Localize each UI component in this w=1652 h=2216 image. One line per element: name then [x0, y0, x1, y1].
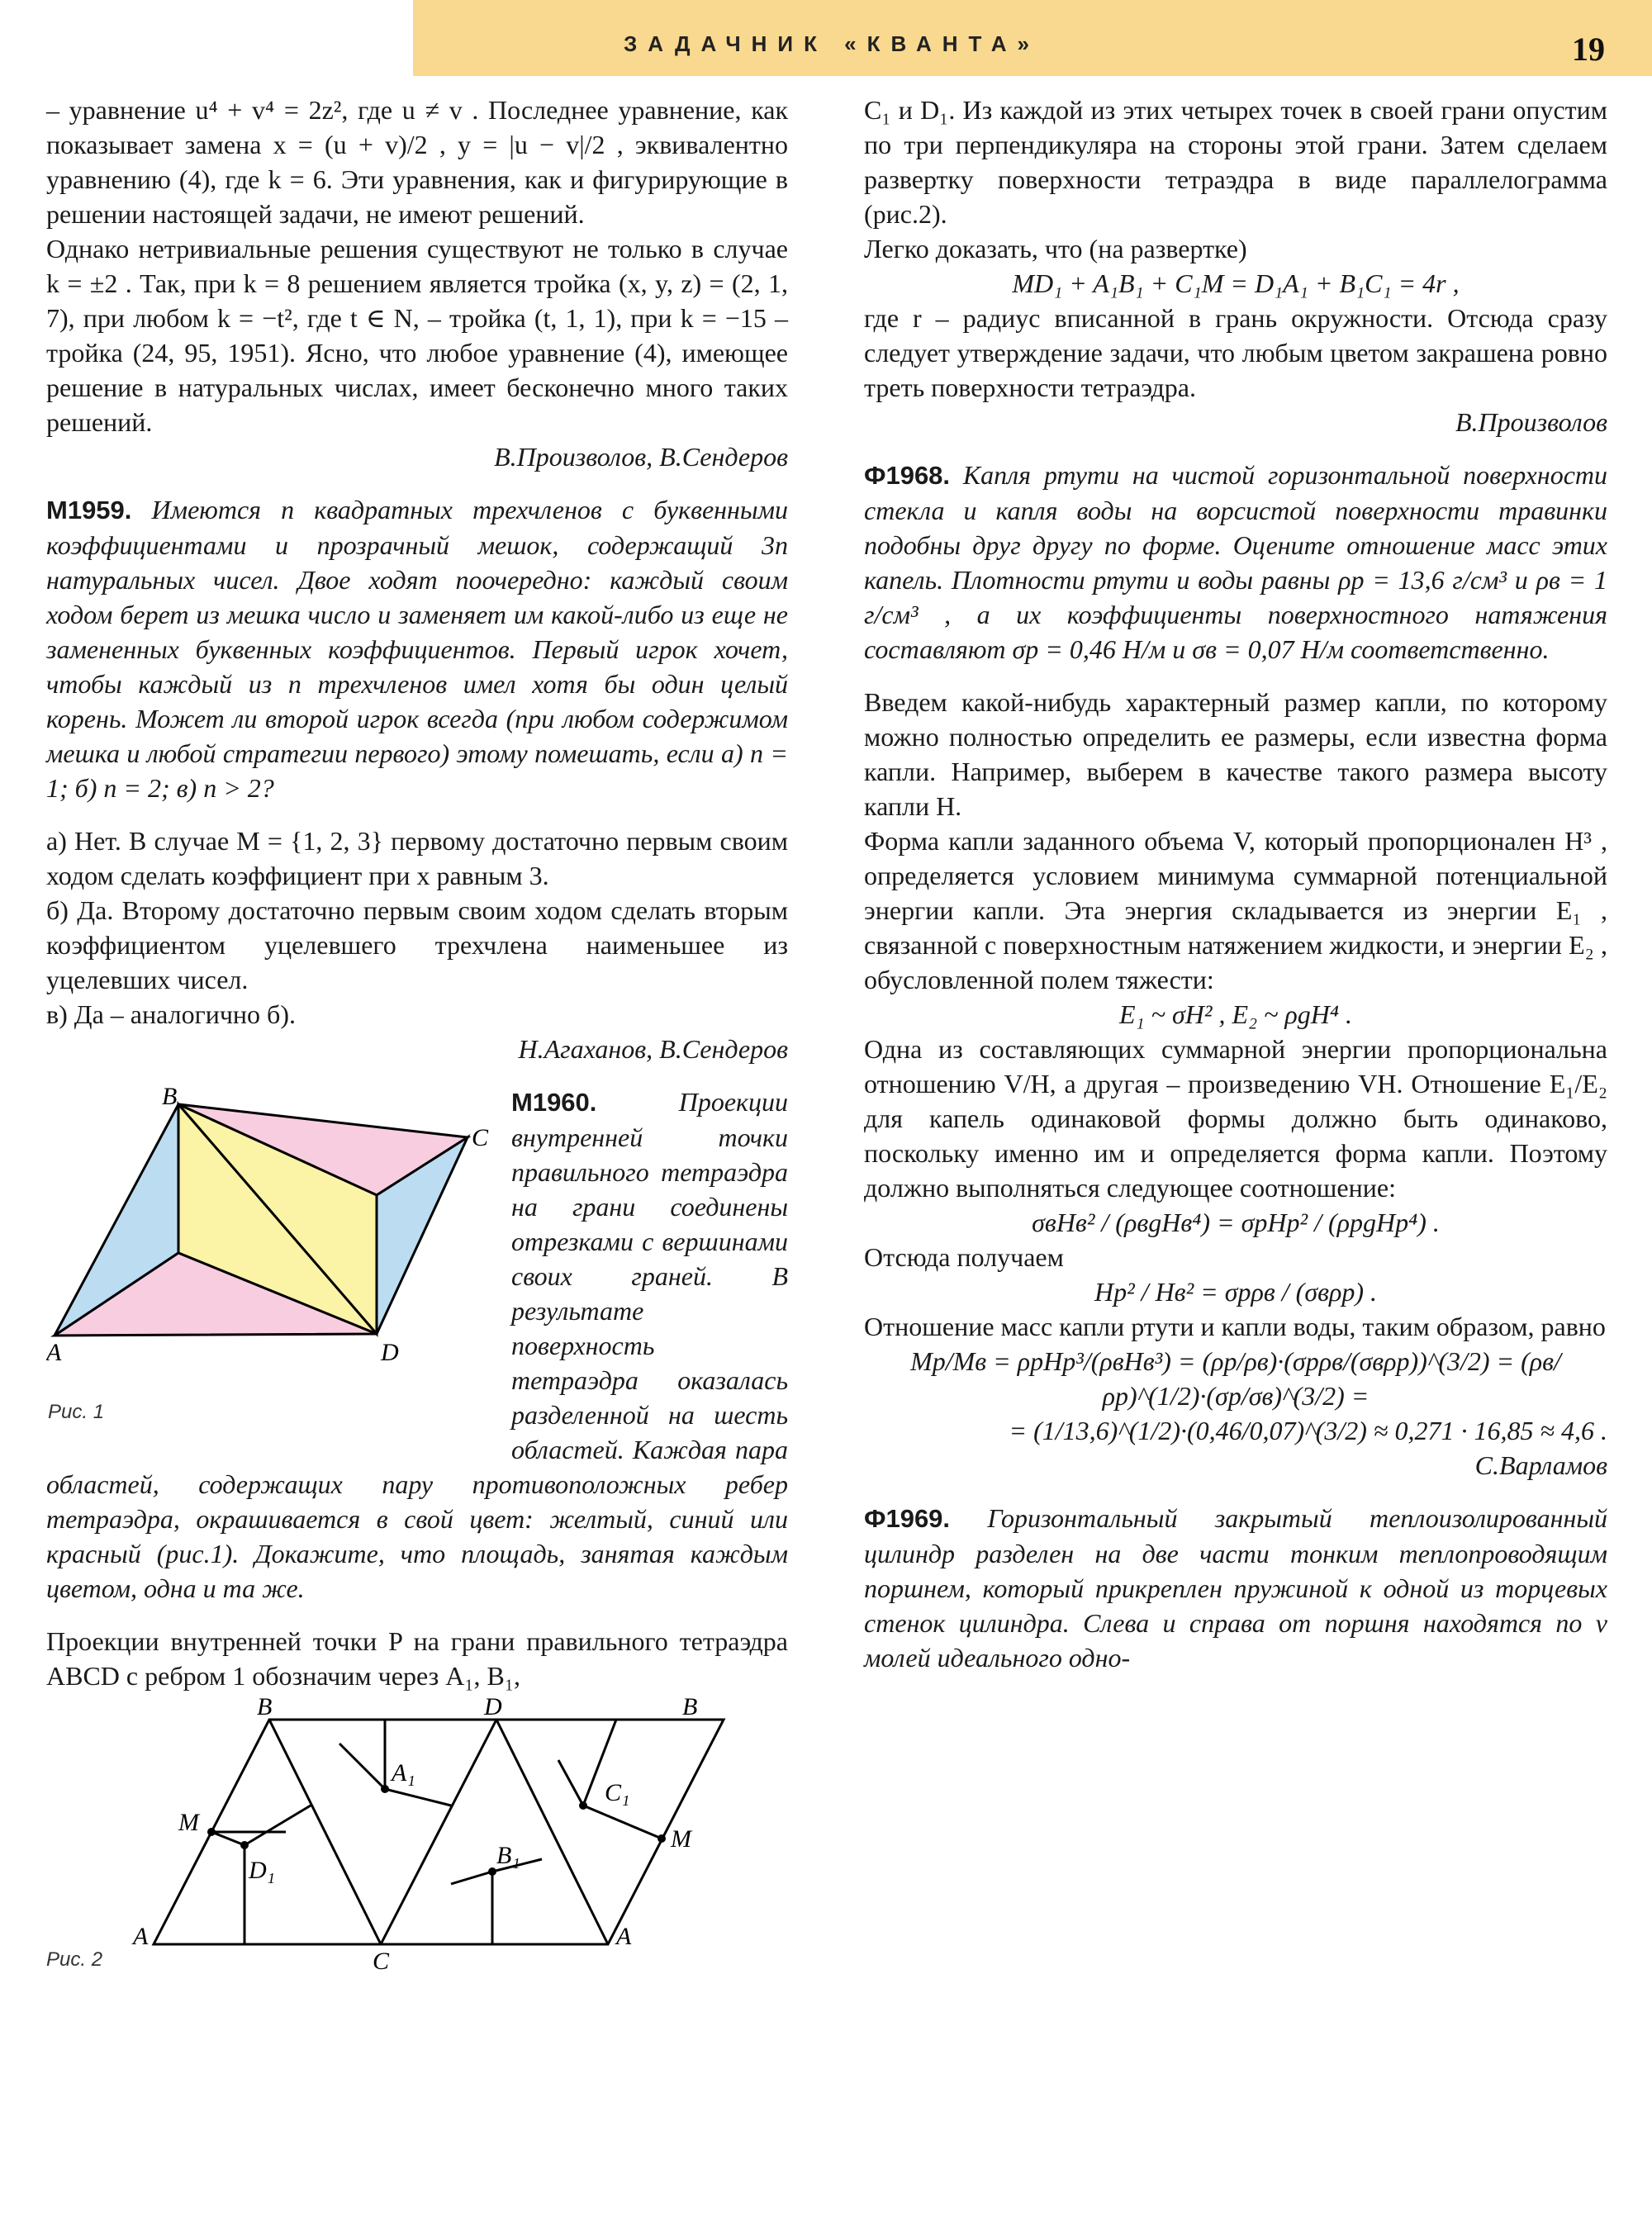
paragraph: – уравнение u⁴ + v⁴ = 2z², где u ≠ v . Последнее уравнение, как показывает замена x = (u + v)/2 , y = |u − v|/2 , эквивалентно уравнению (4), где k = 6. Эти уравнения, как и фигурирующие в решении настоящей задачи, не имеют решений.	[46, 95, 788, 229]
solution-part-c: в) Да – аналогично б).	[46, 999, 296, 1029]
net-label: C	[373, 1948, 390, 1971]
net-label: A	[616, 1923, 632, 1950]
problem-number: М1959.	[46, 496, 132, 524]
equation: Hр² / Hв² = σрρв / (σвρр) .	[1094, 1277, 1378, 1307]
point-d1	[240, 1841, 249, 1849]
author-signature: С.Варламов	[1474, 1450, 1607, 1480]
net-label: B	[257, 1698, 273, 1720]
equation: E₁ ~ σH² , E₂ ~ ρgH⁴ .	[1118, 999, 1353, 1029]
page-number: 19	[1572, 31, 1605, 68]
problem-m1960	[46, 1084, 788, 1606]
vertex-label-b: B	[162, 1088, 178, 1110]
net-label: A	[133, 1923, 149, 1950]
problem-number: Ф1968.	[864, 461, 951, 490]
tetrahedron-net-diagram	[46, 1698, 788, 1971]
equation: σвHв² / (ρвgHв⁴) = σрHр² / (ρрgHр⁴) .	[1032, 1208, 1440, 1237]
net-segment	[451, 1872, 492, 1884]
equation: MD₁ + A₁B₁ + C₁M = D₁A₁ + B₁C₁ = 4r ,	[1012, 268, 1460, 298]
equation: Mр/Mв = ρрHр³/(ρвHв³) = (ρр/ρв)·(σрρв/(σвρр))^(3/2) = (ρв/ρр)^(1/2)·(σр/σв)^(3/2) =	[910, 1346, 1561, 1411]
paragraph: Одна из составляющих суммарной энергии пропорциональна отношению V/H, а другая – произведению VH. Отношение E₁/E₂ для капель одинаковой формы должно быть одинаково, поскольку именно им и определяется форма капли. Поэтому должно выполняться следующее соотношение:	[864, 1034, 1607, 1203]
point-m-left	[207, 1828, 216, 1836]
paragraph: Введем какой-нибудь характерный размер капли, по которому можно полностью определить ее размеры, если известна форма капли. Например, выберем в качестве такого размера высоту капли H.	[864, 687, 1607, 821]
net-edge	[381, 1720, 496, 1944]
figure-caption: Рис. 2	[46, 1948, 103, 1971]
problem-statement: Капля ртути на чистой горизонтальной поверхности стекла и капля воды на ворсистой поверхности травинки подобны друг другу по форме. Оцените отношение масс этих капель. Плотности ртути и воды равны ρр = 13,6 г/см³ и ρв = 1 г/см³ , а их коэффициенты поверхностного натяжения составляют σр = 0,46 Н/м и σв = 0,07 Н/м соответственно.	[864, 460, 1607, 664]
paragraph: Легко доказать, что (на развертке)	[864, 234, 1247, 263]
vertex-label-d: D	[381, 1339, 399, 1366]
net-label: D	[484, 1698, 502, 1720]
tetrahedron-diagram	[46, 1088, 496, 1418]
right-column	[864, 93, 1607, 1675]
problem-f1968	[864, 458, 1607, 667]
net-segment	[244, 1806, 311, 1845]
problem-m1959	[46, 492, 788, 805]
problem-number: Ф1969.	[864, 1504, 951, 1533]
net-label: M	[178, 1809, 199, 1836]
net-label: B	[682, 1698, 698, 1720]
figure-1	[46, 1088, 496, 1451]
author-signature: Н.Агаханов, В.Сендеров	[518, 1034, 788, 1064]
vertex-label-c: C	[472, 1124, 489, 1151]
problem-number: М1960.	[511, 1088, 597, 1117]
net-label: C₁	[605, 1779, 630, 1806]
paragraph: C₁ и D₁. Из каждой из этих четырех точек в своей грани опустим по три перпендикуляра на стороны этой грани. Затем сделаем развертку поверхности тетраэдра в виде параллелограмма (рис.2).	[864, 95, 1607, 229]
paragraph: Форма капли заданного объема V, который пропорционален H³ , определяется условием минимума суммарной потенциальной энергии капли. Эта энергия складывается из энергии E₁ , связанной с поверхностным натяжением жидкости, и энергии E₂ , обусловленной полем тяжести:	[864, 826, 1607, 994]
paragraph: Отношение масс капли ртути и капли воды, таким образом, равно	[864, 1312, 1606, 1341]
paragraph: Однако нетривиальные решения существуют не только в случае k = ±2 . Так, при k = 8 решением является тройка (x, y, z) = (2, 1, 7), при любом k = −t², где t ∈ N, – тройка (t, 1, 1), при k = −15 – тройка (24, 95, 1951). Ясно, что любое уравнение (4), имеющее решение в натуральных числах, имеет бесконечно много таких решений.	[46, 234, 788, 437]
problem-statement: Горизонтальный закрытый теплоизолированный цилиндр разделен на две части тонким теплопроводящим поршнем, который прикреплен пружиной к одной из торцевых стенок цилиндра. Слева и справа от поршня находятся по ν молей идеального одно-	[864, 1503, 1607, 1673]
paragraph: где r – радиус вписанной в грань окружности. Отсюда сразу следует утверждение задачи, что любым цветом закрашена ровно треть поверхности тетраэдра.	[864, 303, 1607, 402]
problem-f1969	[864, 1501, 1607, 1675]
solution-part-b: б) Да. Второму достаточно первым своим ходом сделать вторым коэффициентом уцелевшего трехчлена наименьшее из уцелевших чисел.	[46, 895, 788, 994]
paragraph: Проекции внутренней точки P на грани правильного тетраэдра ABCD с ребром 1 обозначим через A₁, B₁,	[46, 1626, 788, 1691]
problem-statement: Проекции внутренней точки правильного тетраэдра на грани соединены отрезками с вершинами своих граней. В результате поверхность тетраэдра оказалась разделенной на шесть областей. Каждая пара областей, содержащих пару противоположных ребер тетраэдра, окрашивается в свой цвет: желтый, синий или красный (рис.1). Докажите, что площадь, занятая каждым цветом, одна и та же.	[46, 1087, 788, 1603]
net-label: B₁	[496, 1842, 520, 1869]
left-column	[46, 93, 788, 1979]
figure-caption: Рис. 1	[48, 1401, 105, 1423]
problem-statement: Имеются n квадратных трехчленов с буквенными коэффициентами и прозрачный мешок, содержащий 3n натуральных чисел. Двое ходят поочередно: каждый своим ходом берет из мешка число и заменяет им какой-либо из еще не замененных буквенных коэффициентов. Первый игрок хочет, чтобы каждый из n трехчленов имел хотя бы один целый корень. Может ли второй игрок всегда (при любом содержимом мешка и любой стратегии первого) этому помешать, если а) n = 1; б) n = 2; в) n > 2?	[46, 495, 789, 803]
equation: = (1/13,6)^(1/2)·(0,46/0,07)^(3/2) ≈ 0,271 · 16,85 ≈ 4,6 .	[1009, 1416, 1607, 1445]
point-m-right	[657, 1834, 666, 1843]
point-c1	[579, 1801, 587, 1810]
net-segment	[583, 1806, 662, 1839]
net-label: D₁	[249, 1857, 276, 1884]
net-segment	[558, 1760, 583, 1806]
point-b1	[488, 1867, 496, 1876]
net-edge	[496, 1720, 608, 1944]
net-segment	[385, 1789, 451, 1806]
author-signature: В.Произволов, В.Сендеров	[494, 442, 788, 472]
point-a1	[381, 1785, 389, 1793]
author-signature: В.Произволов	[1455, 407, 1607, 437]
net-segment	[211, 1832, 244, 1845]
net-label: M	[671, 1825, 691, 1853]
vertex-label-a: A	[46, 1339, 62, 1366]
figure-2	[46, 1698, 788, 1979]
paragraph: Отсюда получаем	[864, 1242, 1064, 1272]
solution-part-a: а) Нет. В случае M = {1, 2, 3} первому достаточно первым своим ходом сделать коэффициент при x равным 3.	[46, 826, 788, 890]
running-header-title: ЗАДАЧНИК «КВАНТА»	[624, 31, 1041, 56]
net-label: A₁	[392, 1759, 415, 1787]
net-segment	[339, 1744, 385, 1789]
net-edge	[269, 1720, 381, 1944]
